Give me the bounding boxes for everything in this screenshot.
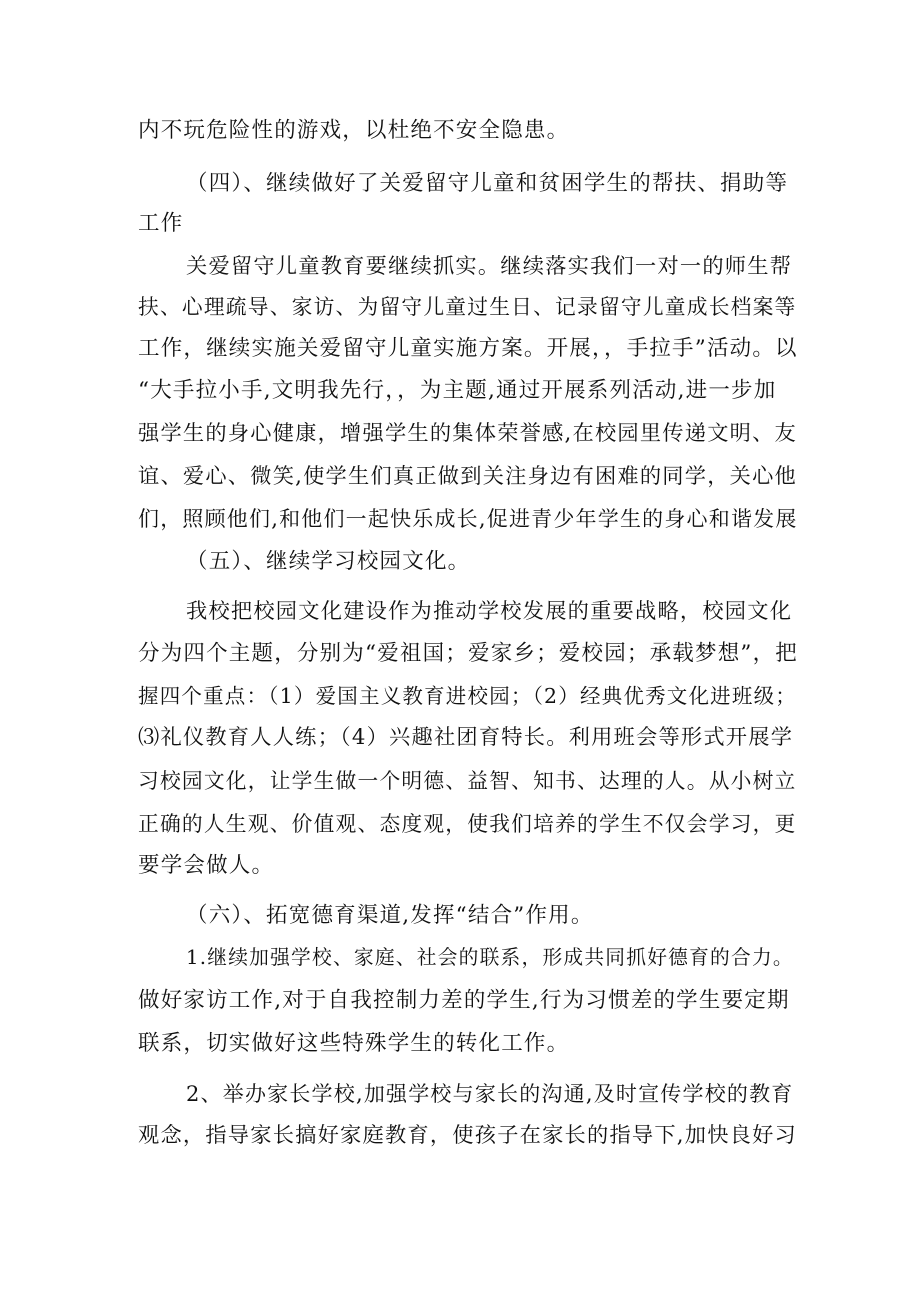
text-line: ⑶礼仪教育人人练；（4）兴趣社团育特长。利用班会等形式开展学 <box>138 725 794 750</box>
text-line: 分为四个主题，分别为“爱祖国；爱家乡；爱校园；承载梦想”，把 <box>138 641 798 666</box>
paragraph-start: 1.继续加强学校、家庭、社会的联系，形成共同抓好德育的合力。 <box>186 946 794 969</box>
text-line: 联系，切实做好这些特殊学生的转化工作。 <box>138 1031 570 1056</box>
text-line: 强学生的身心健康，增强学生的集体荣誉感,在校园里传递文明、友 <box>138 421 798 446</box>
text-line: 扶、心理疏导、家访、为留守儿童过生日、记录留守儿童成长档案等 <box>138 295 797 319</box>
text-line: 做好家访工作,对于自我控制力差的学生,行为习惯差的学生要定期 <box>138 988 790 1013</box>
text-line: 谊、爱心、微笑,使学生们真正做到关注身边有困难的同学，关心他 <box>138 464 798 489</box>
text-line: 要学会做人。 <box>138 853 275 878</box>
text-line: 内不玩危险性的游戏，以杜绝不安全隐患。 <box>138 118 570 143</box>
text-line: 工作 <box>138 211 184 236</box>
section-heading: （六）、拓宽德育渠道,发挥“结合”作用。 <box>186 903 594 928</box>
text-line: 握四个重点：（1）爱国主义教育进校园；（2）经典优秀文化进班级； <box>138 684 797 708</box>
text-line: 观念，指导家长搞好家庭教育，使孩子在家长的指导下,加快良好习 <box>138 1123 798 1148</box>
text-line: 正确的人生观、价值观、态度观，使我们培养的学生不仅会学习，更 <box>138 812 797 836</box>
paragraph-start: 2、举办家长学校,加强学校与家长的沟通,及时宣传学校的教育 <box>186 1082 794 1106</box>
paragraph-start: 我校把校园文化建设作为推动学校发展的重要战略，校园文化 <box>186 599 793 624</box>
section-heading: （五）、继续学习校园文化。 <box>186 549 471 574</box>
paragraph-start: 关爱留守儿童教育要继续抓实。继续落实我们一对一的师生帮 <box>186 254 793 279</box>
section-heading: （四）、继续做好了关爱留守儿童和贫困学生的帮扶、捐助等 <box>186 171 789 196</box>
text-line: 们，照顾他们,和他们一起快乐成长,促进青少年学生的身心和谐发展 <box>138 507 798 531</box>
text-line: “大手拉小手,文明我先行，，为主题,通过开展系列活动,进一步加 <box>138 378 777 403</box>
text-line: 习校园文化，让学生做一个明德、益智、知书、达理的人。从小树立 <box>138 769 797 793</box>
text-line: 工作，继续实施关爱留守儿童实施方案。开展，，手拉手”活动。以 <box>138 336 798 361</box>
